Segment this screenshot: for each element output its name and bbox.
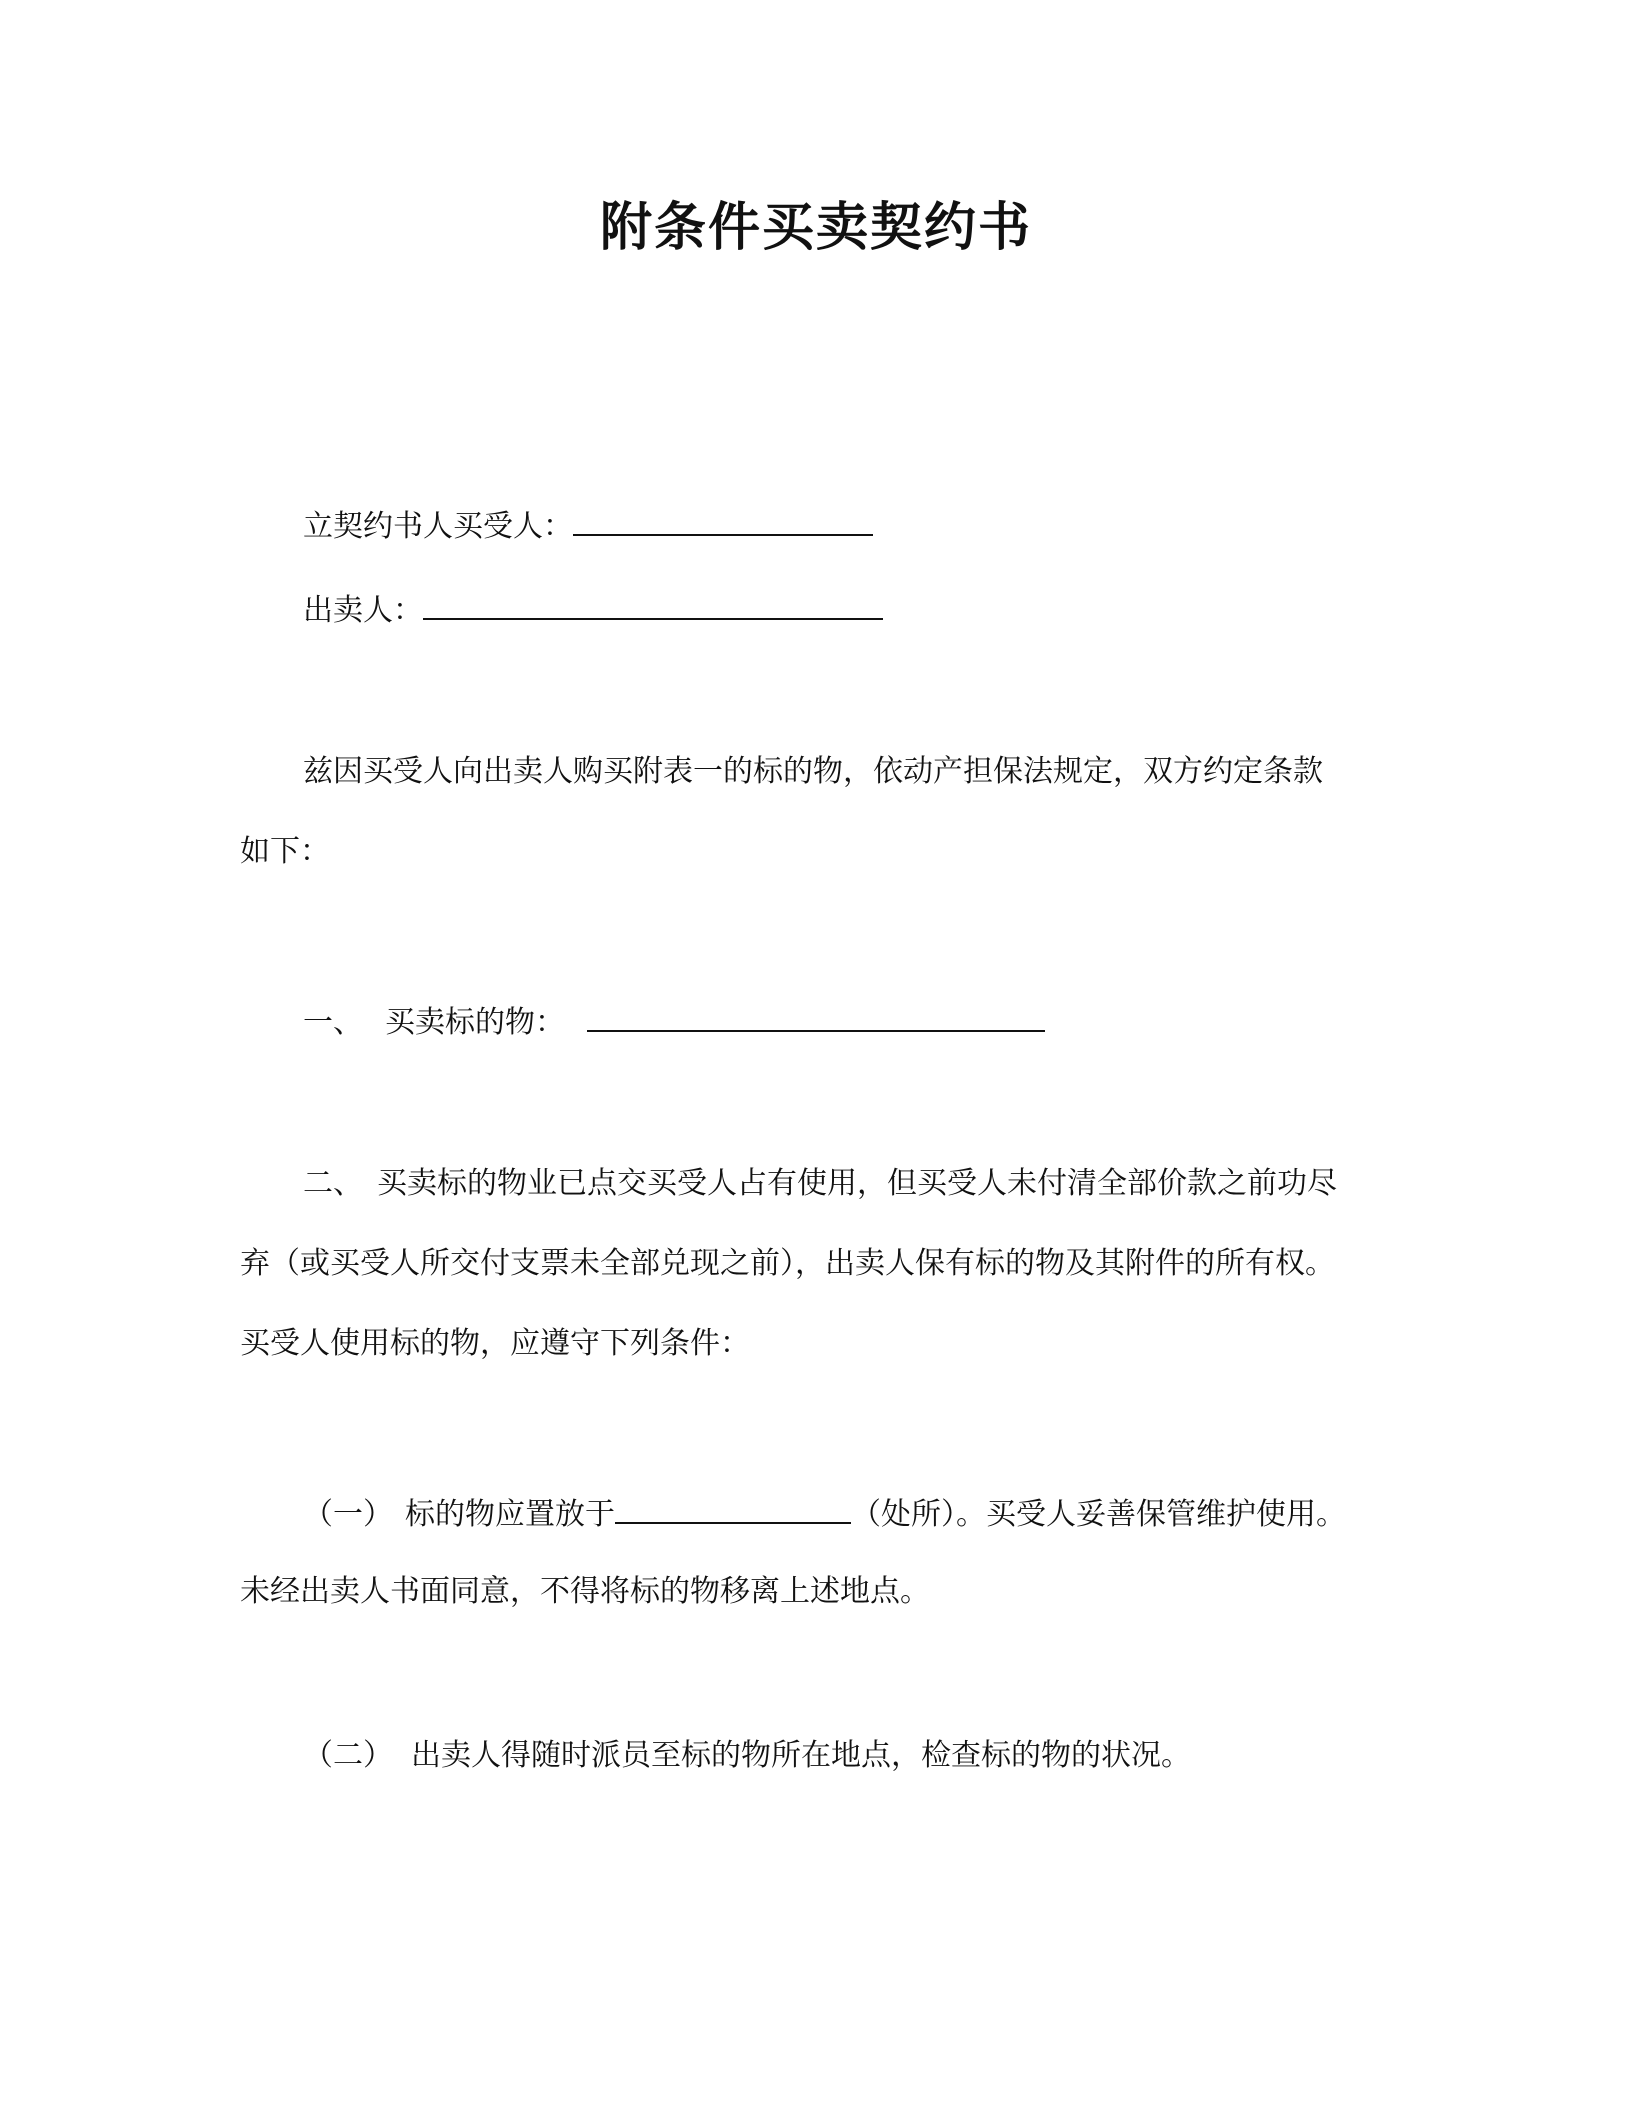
item-1-suffix: （处所）。买受人妥善保管维护使用。 (851, 1497, 1346, 1532)
item-1-prefix: 标的物应置放于 (405, 1497, 615, 1532)
location-blank (615, 1492, 851, 1524)
clause-1-label: 买卖标的物： (385, 1005, 565, 1040)
clause-2-line-2: 弃（或买受人所交付支票未全部兑现之前），出卖人保有标的物及其附件的所有权。 (240, 1246, 1335, 1281)
clause-2-line-1 (303, 1164, 1337, 1204)
seller-blank (423, 588, 883, 620)
buyer-blank (573, 504, 873, 536)
clause-2-number: 二、 (303, 1166, 363, 1201)
item-1-line-1 (303, 1492, 1346, 1535)
buyer-label: 立契约书人买受人： (303, 509, 573, 544)
item-2-number: （二） (303, 1738, 393, 1773)
preamble-line-2: 如下： (240, 834, 330, 869)
clause-1-line (303, 1000, 1045, 1043)
item-2-line (303, 1736, 1191, 1776)
item-2-text: 出卖人得随时派员至标的物所在地点，检查标的物的状况。 (411, 1738, 1191, 1773)
clause-1-number: 一、 (303, 1005, 363, 1040)
document-title: 附条件买卖契约书 (599, 198, 1032, 258)
item-1-line-2: 未经出卖人书面同意，不得将标的物移离上述地点。 (240, 1574, 930, 1609)
preamble-line-1: 兹因买受人向出卖人购买附表一的标的物，依动产担保法规定，双方约定条款 (303, 754, 1323, 789)
clause-2-text-1: 买卖标的物业已点交买受人占有使用，但买受人未付清全部价款之前功尽 (377, 1166, 1337, 1201)
item-1-number: （一） (303, 1497, 393, 1532)
seller-label: 出卖人： (303, 593, 423, 628)
clause-2-line-3: 买受人使用标的物，应遵守下列条件： (240, 1326, 750, 1361)
subject-blank (587, 1000, 1045, 1032)
seller-line (303, 588, 883, 631)
buyer-line (303, 504, 873, 547)
